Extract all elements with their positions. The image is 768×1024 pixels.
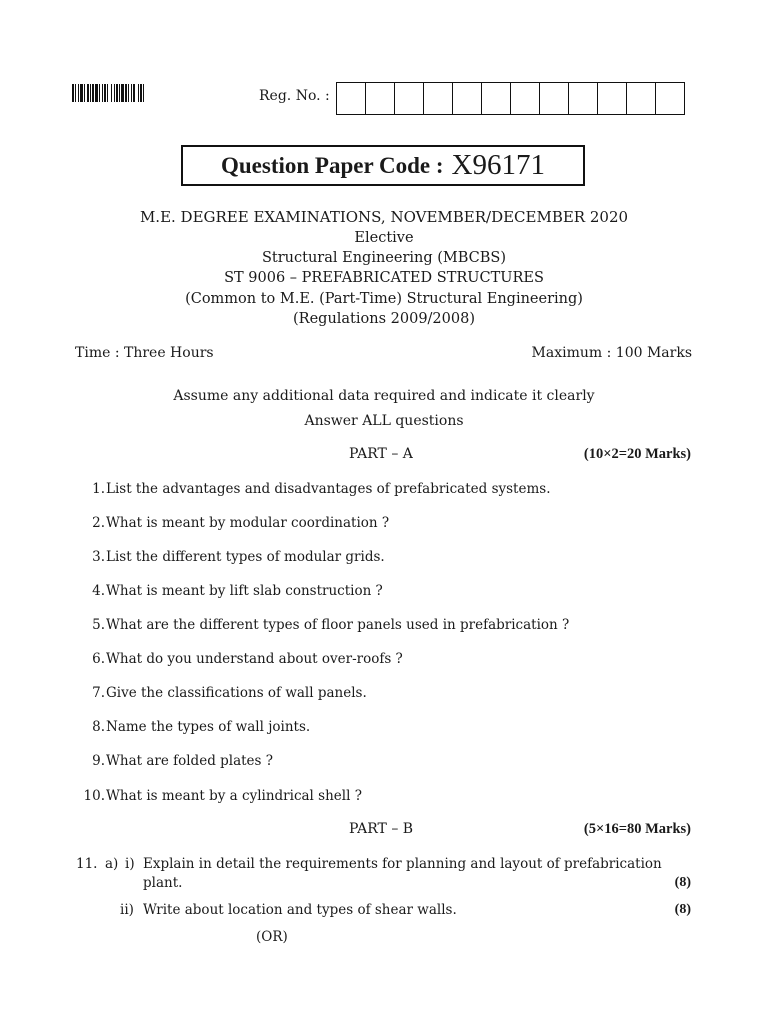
question-1 (78, 481, 698, 497)
reg-no-box (540, 83, 569, 114)
exam-elective: Elective (354, 230, 414, 246)
exam-branch: Structural Engineering (MBCBS) (261, 250, 507, 266)
question-11-i-marks: (8) (674, 875, 691, 890)
exam-subject: ST 9006 – PREFABRICATED STRUCTURES (224, 270, 544, 286)
question-11-number: 11. (76, 856, 98, 872)
question-8 (78, 719, 698, 735)
question-6 (78, 651, 698, 667)
reg-no-box (511, 83, 540, 114)
reg-no-box (366, 83, 395, 114)
question-text: List the different types of modular grids. (106, 549, 385, 565)
instruction-answer-all: Answer ALL questions (304, 413, 464, 429)
question-text: List the advantages and disadvantages of prefabricated systems. (106, 481, 551, 497)
barcode (72, 84, 188, 102)
question-number: 9. (92, 753, 105, 769)
question-text: Give the classifications of wall panels. (106, 685, 367, 701)
exam-time: Time : Three Hours (75, 345, 214, 361)
reg-no-box (337, 83, 366, 114)
question-number: 4. (92, 583, 105, 599)
question-number: 5. (92, 617, 105, 633)
reg-no-box (453, 83, 482, 114)
question-text: What is meant by lift slab construction ? (106, 583, 383, 599)
question-4 (78, 583, 698, 599)
reg-no-label: Reg. No. : (259, 88, 330, 104)
question-text: What is meant by modular coordination ? (106, 515, 390, 531)
question-10 (78, 788, 698, 804)
exam-max-marks: Maximum : 100 Marks (531, 345, 692, 361)
part-b-title: PART – B (349, 821, 414, 837)
exam-regulations: (Regulations 2009/2008) (293, 311, 475, 327)
paper-code-label: Question Paper Code : (221, 152, 444, 178)
exam-common: (Common to M.E. (Part-Time) Structural Engineering) (185, 291, 583, 307)
part-a-title: PART – A (349, 446, 413, 462)
question-11-i-text: Explain in detail the requirements for planning and layout of prefabrication (143, 856, 662, 872)
reg-no-box (656, 83, 684, 114)
question-3 (78, 549, 698, 565)
reg-no-box (395, 83, 424, 114)
question-number: 3. (92, 549, 105, 565)
question-paper-code-box (181, 145, 585, 186)
question-number: 1. (92, 481, 105, 497)
reg-no-box (569, 83, 598, 114)
question-11-ii-label: ii) (120, 902, 134, 918)
question-text: What do you understand about over-roofs ? (106, 651, 403, 667)
question-number: 6. (92, 651, 105, 667)
part-b-marks: (5×16=80 Marks) (583, 821, 691, 837)
question-11-i-label: i) (125, 856, 135, 872)
question-number: 8. (92, 719, 105, 735)
question-text: What are the different types of floor panels used in prefabrication ? (106, 617, 570, 633)
question-11-sub-a: a) (105, 856, 119, 872)
question-9 (78, 753, 698, 769)
question-11-i-text-cont: plant. (143, 875, 183, 891)
instruction-assume: Assume any additional data required and indicate it clearly (173, 388, 595, 404)
question-2 (78, 515, 698, 531)
paper-code: X96171 (451, 149, 545, 181)
reg-no-box (482, 83, 511, 114)
reg-no-boxes (336, 82, 685, 115)
question-number: 10. (83, 788, 105, 804)
exam-title: M.E. DEGREE EXAMINATIONS, NOVEMBER/DECEMBER 2020 (139, 208, 629, 226)
reg-no-box (627, 83, 656, 114)
reg-no-box (424, 83, 453, 114)
question-11-ii-marks: (8) (674, 902, 691, 917)
part-a-marks: (10×2=20 Marks) (583, 446, 691, 462)
question-text: Name the types of wall joints. (106, 719, 311, 735)
question-number: 2. (92, 515, 105, 531)
question-11-ii-text: Write about location and types of shear walls. (143, 902, 457, 918)
reg-no-box (598, 83, 627, 114)
question-5 (78, 617, 698, 633)
or-separator: (OR) (256, 929, 288, 945)
question-number: 7. (92, 685, 105, 701)
question-text: What are folded plates ? (106, 753, 274, 769)
question-7 (78, 685, 698, 701)
question-text: What is meant by a cylindrical shell ? (106, 788, 362, 804)
